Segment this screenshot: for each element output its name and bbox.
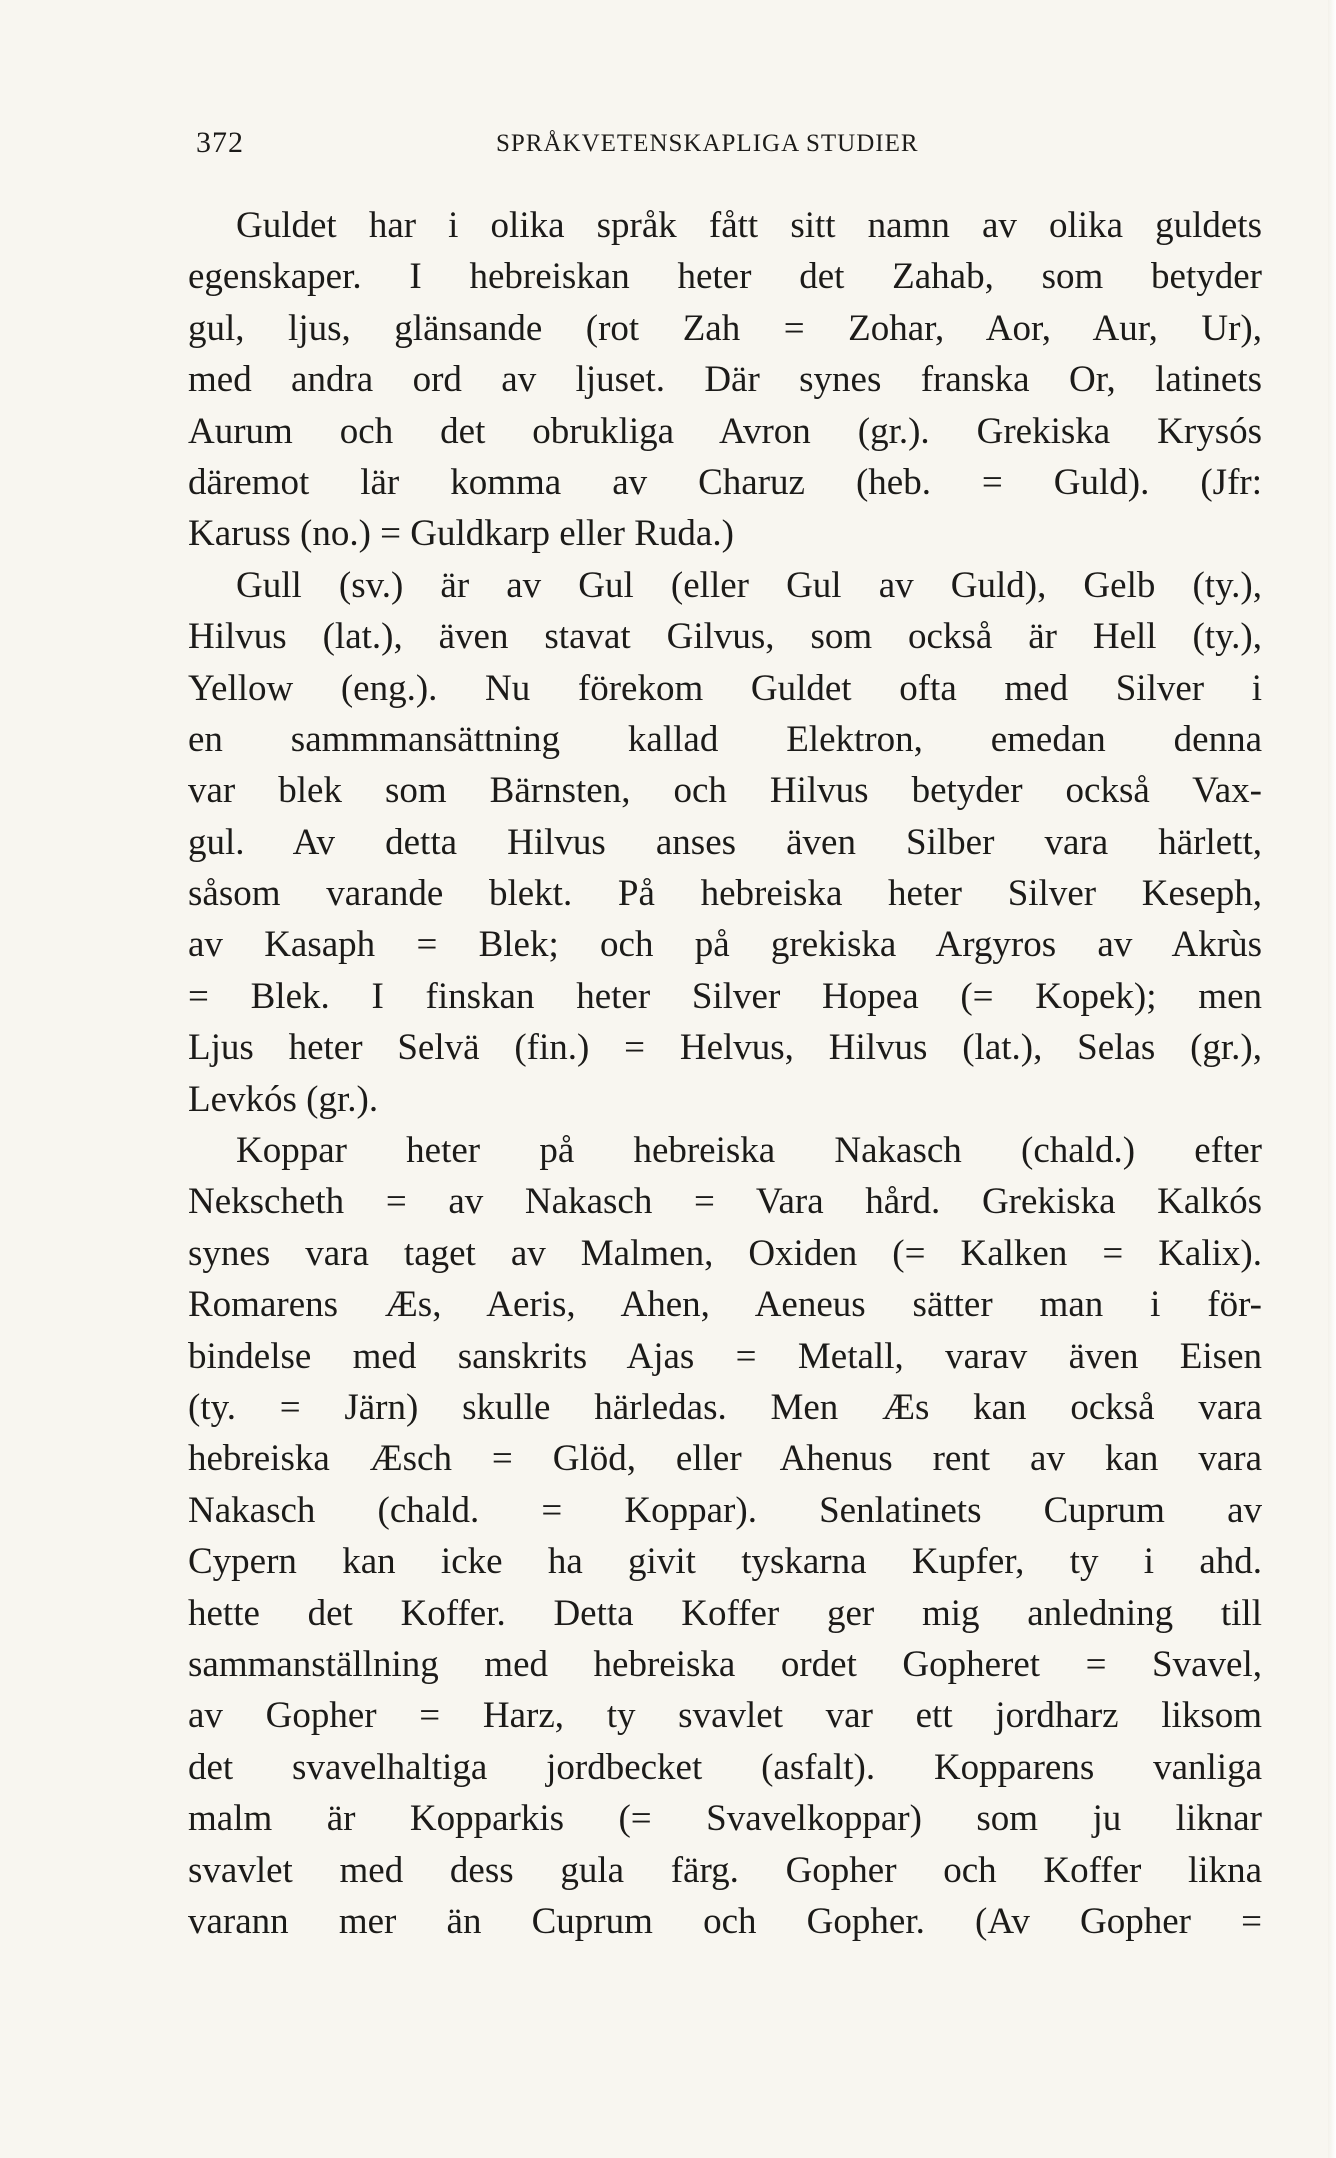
text-line: Gull (sv.) är av Gul (eller Gul av Guld), Gelb (ty.),: [236, 564, 1262, 606]
text-line: med andra ord av ljuset. Där synes franska Or, latinets: [188, 359, 1262, 401]
text-line: Cypern kan icke ha givit tyskarna Kupfer, ty i ahd.: [188, 1541, 1262, 1583]
text-line: = Blek. I finskan heter Silver Hopea (= Kopek); men: [188, 975, 1262, 1017]
text-line: Aurum och det obrukliga Avron (gr.). Grekiska Krysós: [188, 410, 1262, 452]
text-line: det svavelhaltiga jordbecket (asfalt). Kopparens vanliga: [188, 1746, 1262, 1788]
text-line: hebreiska Æsch = Glöd, eller Ahenus rent av kan vara: [188, 1438, 1262, 1480]
text-line: Levkós (gr.).: [188, 1078, 379, 1120]
page-number: 372: [196, 126, 244, 159]
text-line: Hilvus (lat.), även stavat Gilvus, som också är Hell (ty.),: [188, 616, 1262, 658]
text-line: hette det Koffer. Detta Koffer ger mig anledning till: [188, 1592, 1262, 1634]
text-line: däremot lär komma av Charuz (heb. = Guld). (Jfr:: [188, 461, 1262, 503]
text-line: Karuss (no.) = Guldkarp eller Ruda.): [188, 513, 734, 555]
text-line: var blek som Bärnsten, och Hilvus betyder också Vax-: [188, 770, 1262, 812]
text-line: gul, ljus, glänsande (rot Zah = Zohar, Aor, Aur, Ur),: [188, 307, 1262, 349]
text-line: Romarens Æs, Aeris, Ahen, Aeneus sätter man i för-: [188, 1284, 1262, 1326]
text-line: gul. Av detta Hilvus anses även Silber vara härlett,: [188, 821, 1262, 863]
text-line: bindelse med sanskrits Ajas = Metall, varav även Eisen: [188, 1335, 1262, 1377]
text-line: varann mer än Cuprum och Gopher. (Av Gopher =: [188, 1900, 1262, 1942]
text-line: Guldet har i olika språk fått sitt namn av olika guldets: [236, 205, 1262, 246]
text-line: malm är Kopparkis (= Svavelkoppar) som ju liknar: [188, 1798, 1262, 1840]
text-line: Nakasch (chald. = Koppar). Senlatinets Cuprum av: [188, 1489, 1262, 1531]
text-line: av Gopher = Harz, ty svavlet var ett jordharz liksom: [188, 1695, 1262, 1737]
text-line: sammanställning med hebreiska ordet Gopheret = Svavel,: [188, 1643, 1262, 1685]
page-edge: [1328, 0, 1336, 2158]
text-line: egenskaper. I hebreiskan heter det Zahab, som betyder: [188, 256, 1262, 298]
page-header: [196, 126, 1256, 166]
text-line: Koppar heter på hebreiska Nakasch (chald.) efter: [236, 1130, 1262, 1172]
text-line: Yellow (eng.). Nu förekom Guldet ofta med Silver i: [188, 667, 1262, 709]
body-text: [188, 200, 1262, 1947]
text-line: svavlet med dess gula färg. Gopher och Koffer likna: [188, 1849, 1262, 1891]
text-line: såsom varande blekt. På hebreiska heter Silver Keseph,: [188, 873, 1262, 915]
text-line: av Kasaph = Blek; och på grekiska Argyros av Akrùs: [188, 924, 1262, 966]
running-head: SPRÅKVETENSKAPLIGA STUDIER: [496, 130, 919, 157]
text-line: Ljus heter Selvä (fin.) = Helvus, Hilvus (lat.), Selas (gr.),: [188, 1027, 1262, 1069]
text-line: (ty. = Järn) skulle härledas. Men Æs kan också vara: [188, 1386, 1262, 1428]
text-line: Nekscheth = av Nakasch = Vara hård. Grekiska Kalkós: [188, 1181, 1262, 1223]
text-line: synes vara taget av Malmen, Oxiden (= Kalken = Kalix).: [188, 1232, 1262, 1274]
text-line: en sammmansättning kallad Elektron, emedan denna: [188, 718, 1262, 760]
